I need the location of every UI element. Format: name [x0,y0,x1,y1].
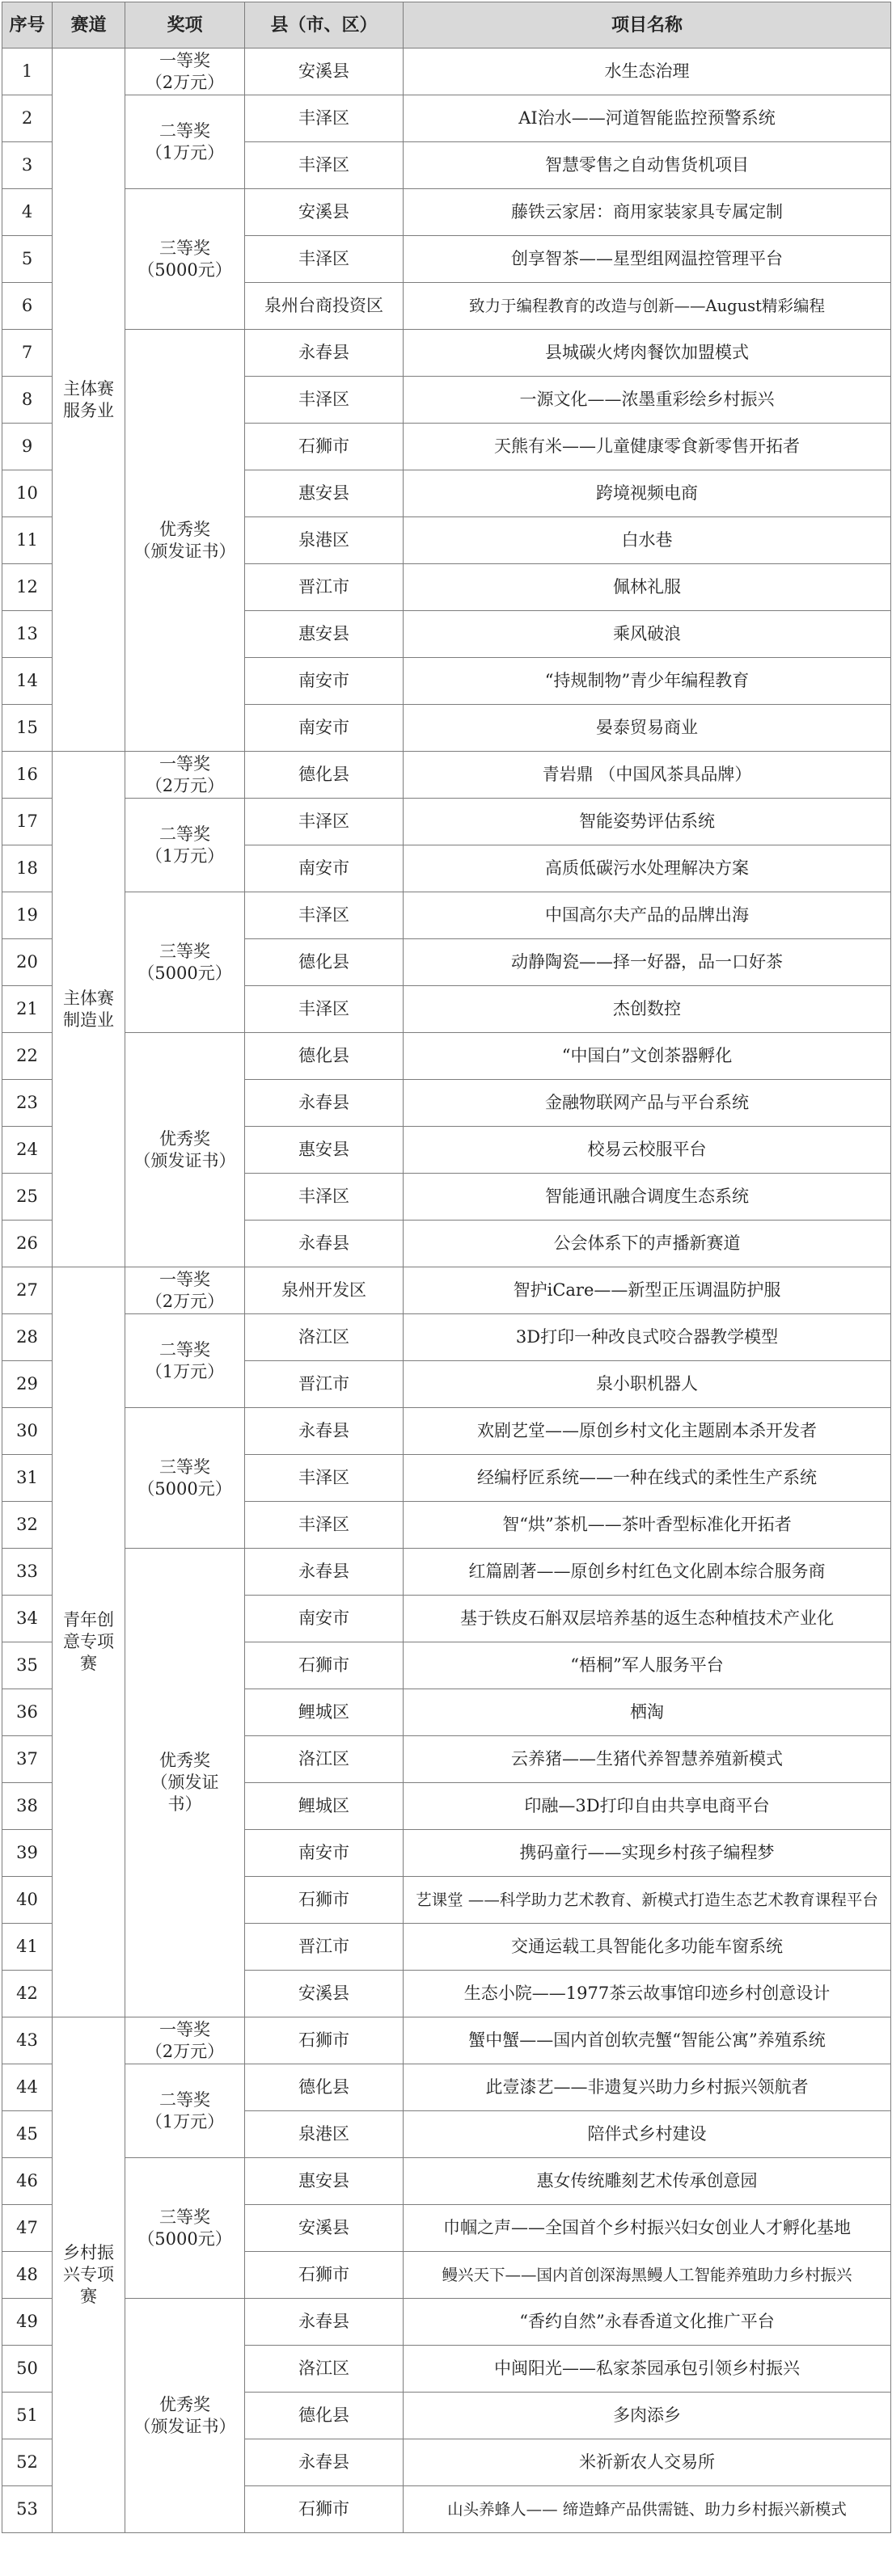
table-row [2,330,891,377]
award-level-cell: 三等奖 （5000元） [125,892,245,1033]
table-row [2,189,891,236]
county-cell: 洛江区 [245,2346,404,2393]
project-name-cell: 云养猪——生猪代养智慧养殖新模式 [404,1736,891,1783]
project-name-cell: 乘风破浪 [404,611,891,658]
county-cell: 永春县 [245,1080,404,1127]
serial-number-cell: 29 [2,1361,53,1408]
table-row [2,2017,891,2064]
project-name-cell: 米祈新农人交易所 [404,2439,891,2486]
award-level-cell: 二等奖 （1万元） [125,2064,245,2158]
project-name-cell: 陪伴式乡村建设 [404,2111,891,2158]
serial-number-cell: 7 [2,330,53,377]
county-cell: 石狮市 [245,1642,404,1689]
award-level-cell: 三等奖 （5000元） [125,1408,245,1549]
project-name-cell: 惠女传统雕刻艺术传承创意园 [404,2158,891,2205]
serial-number-cell: 3 [2,142,53,189]
project-name-cell: 红篇剧著——原创乡村红色文化剧本综合服务商 [404,1549,891,1596]
county-cell: 石狮市 [245,2486,404,2533]
table-row [2,752,891,799]
project-name-cell: 中国高尔夫产品的品牌出海 [404,892,891,939]
table-row [2,892,891,939]
serial-number-cell: 42 [2,1971,53,2017]
serial-number-cell: 24 [2,1127,53,1174]
serial-number-cell: 21 [2,986,53,1033]
serial-number-cell: 15 [2,705,53,752]
serial-number-cell: 17 [2,799,53,845]
project-name-cell: 智护iCare——新型正压调温防护服 [404,1267,891,1314]
project-name-cell: 跨境视频电商 [404,470,891,517]
project-name-cell: 智慧零售之自动售货机项目 [404,142,891,189]
county-cell: 鲤城区 [245,1689,404,1736]
project-name-cell: 金融物联网产品与平台系统 [404,1080,891,1127]
county-cell: 丰泽区 [245,892,404,939]
county-cell: 永春县 [245,330,404,377]
table-row [2,1408,891,1455]
county-cell: 泉港区 [245,517,404,564]
project-name-cell: 高质低碳污水处理解决方案 [404,845,891,892]
project-name-cell: 生态小院——1977茶云故事馆印迹乡村创意设计 [404,1971,891,2017]
header-award: 奖项 [125,2,245,48]
serial-number-cell: 43 [2,2017,53,2064]
county-cell: 洛江区 [245,1314,404,1361]
project-name-cell: 智能通讯融合调度生态系统 [404,1174,891,1221]
serial-number-cell: 11 [2,517,53,564]
county-cell: 丰泽区 [245,1455,404,1502]
serial-number-cell: 26 [2,1221,53,1267]
project-name-cell: 晏泰贸易商业 [404,705,891,752]
project-name-cell: 青岩鼎 （中国风茶具品牌） [404,752,891,799]
award-level-cell: 优秀奖 （颁发证书） [125,2299,245,2533]
project-name-cell: 水生态治理 [404,48,891,95]
county-cell: 德化县 [245,752,404,799]
county-cell: 丰泽区 [245,799,404,845]
county-cell: 泉州台商投资区 [245,283,404,330]
serial-number-cell: 50 [2,2346,53,2393]
table-row [2,799,891,845]
serial-number-cell: 33 [2,1549,53,1596]
county-cell: 丰泽区 [245,142,404,189]
county-cell: 晋江市 [245,1924,404,1971]
serial-number-cell: 14 [2,658,53,705]
project-name-cell: 鳗兴天下——国内首创深海黑鳗人工智能养殖助力乡村振兴 [404,2252,891,2299]
county-cell: 南安市 [245,705,404,752]
award-level-cell: 二等奖 （1万元） [125,1314,245,1408]
award-level-cell: 一等奖 （2万元） [125,1267,245,1314]
project-name-cell: “香约自然”永春香道文化推广平台 [404,2299,891,2346]
project-name-cell: 白水巷 [404,517,891,564]
award-level-cell: 优秀奖 （颁发证书） [125,330,245,752]
serial-number-cell: 1 [2,48,53,95]
serial-number-cell: 4 [2,189,53,236]
county-cell: 德化县 [245,939,404,986]
project-name-cell: “梧桐”军人服务平台 [404,1642,891,1689]
county-cell: 永春县 [245,2439,404,2486]
serial-number-cell: 18 [2,845,53,892]
county-cell: 德化县 [245,2064,404,2111]
serial-number-cell: 10 [2,470,53,517]
county-cell: 永春县 [245,1221,404,1267]
serial-number-cell: 5 [2,236,53,283]
track-cell: 青年创 意专项 赛 [53,1267,125,2017]
county-cell: 南安市 [245,1596,404,1642]
serial-number-cell: 47 [2,2205,53,2252]
project-name-cell: 携码童行——实现乡村孩子编程梦 [404,1830,891,1877]
project-name-cell: 校易云校服平台 [404,1127,891,1174]
county-cell: 惠安县 [245,470,404,517]
serial-number-cell: 22 [2,1033,53,1080]
serial-number-cell: 27 [2,1267,53,1314]
award-level-cell: 优秀奖 （颁发证书） [125,1033,245,1267]
serial-number-cell: 30 [2,1408,53,1455]
county-cell: 石狮市 [245,1877,404,1924]
county-cell: 永春县 [245,1549,404,1596]
serial-number-cell: 35 [2,1642,53,1689]
county-cell: 石狮市 [245,2252,404,2299]
project-name-cell: 经编杼匠系统——一种在线式的柔性生产系统 [404,1455,891,1502]
serial-number-cell: 49 [2,2299,53,2346]
county-cell: 丰泽区 [245,236,404,283]
project-name-cell: 3D打印一种改良式咬合器教学模型 [404,1314,891,1361]
table-row [2,2299,891,2346]
table-row [2,1314,891,1361]
county-cell: 丰泽区 [245,986,404,1033]
table-row [2,2064,891,2111]
county-cell: 永春县 [245,2299,404,2346]
serial-number-cell: 19 [2,892,53,939]
project-name-cell: 巾帼之声——全国首个乡村振兴妇女创业人才孵化基地 [404,2205,891,2252]
serial-number-cell: 48 [2,2252,53,2299]
header-row [2,2,891,48]
county-cell: 惠安县 [245,1127,404,1174]
serial-number-cell: 36 [2,1689,53,1736]
project-name-cell: 天熊有米——儿童健康零食新零售开拓者 [404,424,891,470]
county-cell: 安溪县 [245,1971,404,2017]
county-cell: 惠安县 [245,2158,404,2205]
project-name-cell: 山头养蜂人—— 缔造蜂产品供需链、助力乡村振兴新模式 [404,2486,891,2533]
county-cell: 丰泽区 [245,377,404,424]
county-cell: 安溪县 [245,48,404,95]
county-cell: 泉州开发区 [245,1267,404,1314]
project-name-cell: 基于铁皮石斛双层培养基的返生态种植技术产业化 [404,1596,891,1642]
award-level-cell: 三等奖 （5000元） [125,189,245,330]
project-name-cell: 多肉添乡 [404,2393,891,2439]
county-cell: 惠安县 [245,611,404,658]
award-level-cell: 一等奖 （2万元） [125,752,245,799]
project-name-cell: 县城碳火烤肉餐饮加盟模式 [404,330,891,377]
serial-number-cell: 53 [2,2486,53,2533]
track-cell: 主体赛 制造业 [53,752,125,1267]
table-row [2,1033,891,1080]
project-name-cell: 一源文化——浓墨重彩绘乡村振兴 [404,377,891,424]
county-cell: 石狮市 [245,424,404,470]
project-name-cell: 交通运载工具智能化多功能车窗系统 [404,1924,891,1971]
serial-number-cell: 41 [2,1924,53,1971]
project-name-cell: 印融—3D打印自由共享电商平台 [404,1783,891,1830]
county-cell: 鲤城区 [245,1783,404,1830]
serial-number-cell: 28 [2,1314,53,1361]
project-name-cell: 动静陶瓷——择一好器，品一口好茶 [404,939,891,986]
table-header [2,2,891,48]
county-cell: 德化县 [245,1033,404,1080]
serial-number-cell: 25 [2,1174,53,1221]
project-name-cell: 公会体系下的声播新赛道 [404,1221,891,1267]
project-name-cell: “持规制物”青少年编程教育 [404,658,891,705]
serial-number-cell: 46 [2,2158,53,2205]
project-name-cell: 杰创数控 [404,986,891,1033]
serial-number-cell: 6 [2,283,53,330]
project-name-cell: 致力于编程教育的改造与创新——August精彩编程 [404,283,891,330]
county-cell: 丰泽区 [245,1174,404,1221]
project-name-cell: “中国白”文创茶器孵化 [404,1033,891,1080]
serial-number-cell: 23 [2,1080,53,1127]
award-level-cell: 一等奖 （2万元） [125,2017,245,2064]
county-cell: 丰泽区 [245,95,404,142]
county-cell: 晋江市 [245,1361,404,1408]
award-level-cell: 一等奖 （2万元） [125,48,245,95]
project-name-cell: 藤铁云家居：商用家装家具专属定制 [404,189,891,236]
table-row [2,1267,891,1314]
serial-number-cell: 34 [2,1596,53,1642]
award-level-cell: 二等奖 （1万元） [125,95,245,189]
county-cell: 晋江市 [245,564,404,611]
header-county: 县（市、区） [245,2,404,48]
serial-number-cell: 51 [2,2393,53,2439]
county-cell: 永春县 [245,1408,404,1455]
serial-number-cell: 2 [2,95,53,142]
track-cell: 主体赛 服务业 [53,48,125,752]
project-name-cell: 智“烘”茶机——茶叶香型标准化开拓者 [404,1502,891,1549]
serial-number-cell: 32 [2,1502,53,1549]
project-name-cell: 蟹中蟹——国内首创软壳蟹“智能公寓”养殖系统 [404,2017,891,2064]
header-serial-number: 序号 [2,2,53,48]
table-row [2,48,891,95]
serial-number-cell: 52 [2,2439,53,2486]
serial-number-cell: 9 [2,424,53,470]
table-row [2,95,891,142]
county-cell: 安溪县 [245,189,404,236]
track-cell: 乡村振 兴专项 赛 [53,2017,125,2533]
project-name-cell: 艺课堂 ——科学助力艺术教育、新模式打造生态艺术教育课程平台 [404,1877,891,1924]
county-cell: 安溪县 [245,2205,404,2252]
county-cell: 石狮市 [245,2017,404,2064]
serial-number-cell: 20 [2,939,53,986]
serial-number-cell: 8 [2,377,53,424]
serial-number-cell: 40 [2,1877,53,1924]
table-row [2,2158,891,2205]
header-project-name: 项目名称 [404,2,891,48]
project-name-cell: 栖淘 [404,1689,891,1736]
county-cell: 南安市 [245,845,404,892]
serial-number-cell: 39 [2,1830,53,1877]
project-name-cell: 泉小职机器人 [404,1361,891,1408]
table-body [2,48,891,2533]
county-cell: 洛江区 [245,1736,404,1783]
award-level-cell: 二等奖 （1万元） [125,799,245,892]
county-cell: 泉港区 [245,2111,404,2158]
project-name-cell: 佩林礼服 [404,564,891,611]
serial-number-cell: 37 [2,1736,53,1783]
project-name-cell: 欢剧艺堂——原创乡村文化主题剧本杀开发者 [404,1408,891,1455]
project-name-cell: AI治水——河道智能监控预警系统 [404,95,891,142]
serial-number-cell: 16 [2,752,53,799]
serial-number-cell: 44 [2,2064,53,2111]
award-list-table [2,2,891,2533]
table-row [2,1549,891,1596]
serial-number-cell: 12 [2,564,53,611]
county-cell: 南安市 [245,1830,404,1877]
county-cell: 南安市 [245,658,404,705]
header-track: 赛道 [53,2,125,48]
award-level-cell: 三等奖 （5000元） [125,2158,245,2299]
serial-number-cell: 38 [2,1783,53,1830]
project-name-cell: 创享智茶——星型组网温控管理平台 [404,236,891,283]
county-cell: 丰泽区 [245,1502,404,1549]
award-level-cell: 优秀奖 （颁发证 书） [125,1549,245,2017]
serial-number-cell: 45 [2,2111,53,2158]
serial-number-cell: 31 [2,1455,53,1502]
serial-number-cell: 13 [2,611,53,658]
county-cell: 德化县 [245,2393,404,2439]
project-name-cell: 智能姿势评估系统 [404,799,891,845]
project-name-cell: 此壹漆艺——非遗复兴助力乡村振兴领航者 [404,2064,891,2111]
project-name-cell: 中闽阳光——私家茶园承包引领乡村振兴 [404,2346,891,2393]
